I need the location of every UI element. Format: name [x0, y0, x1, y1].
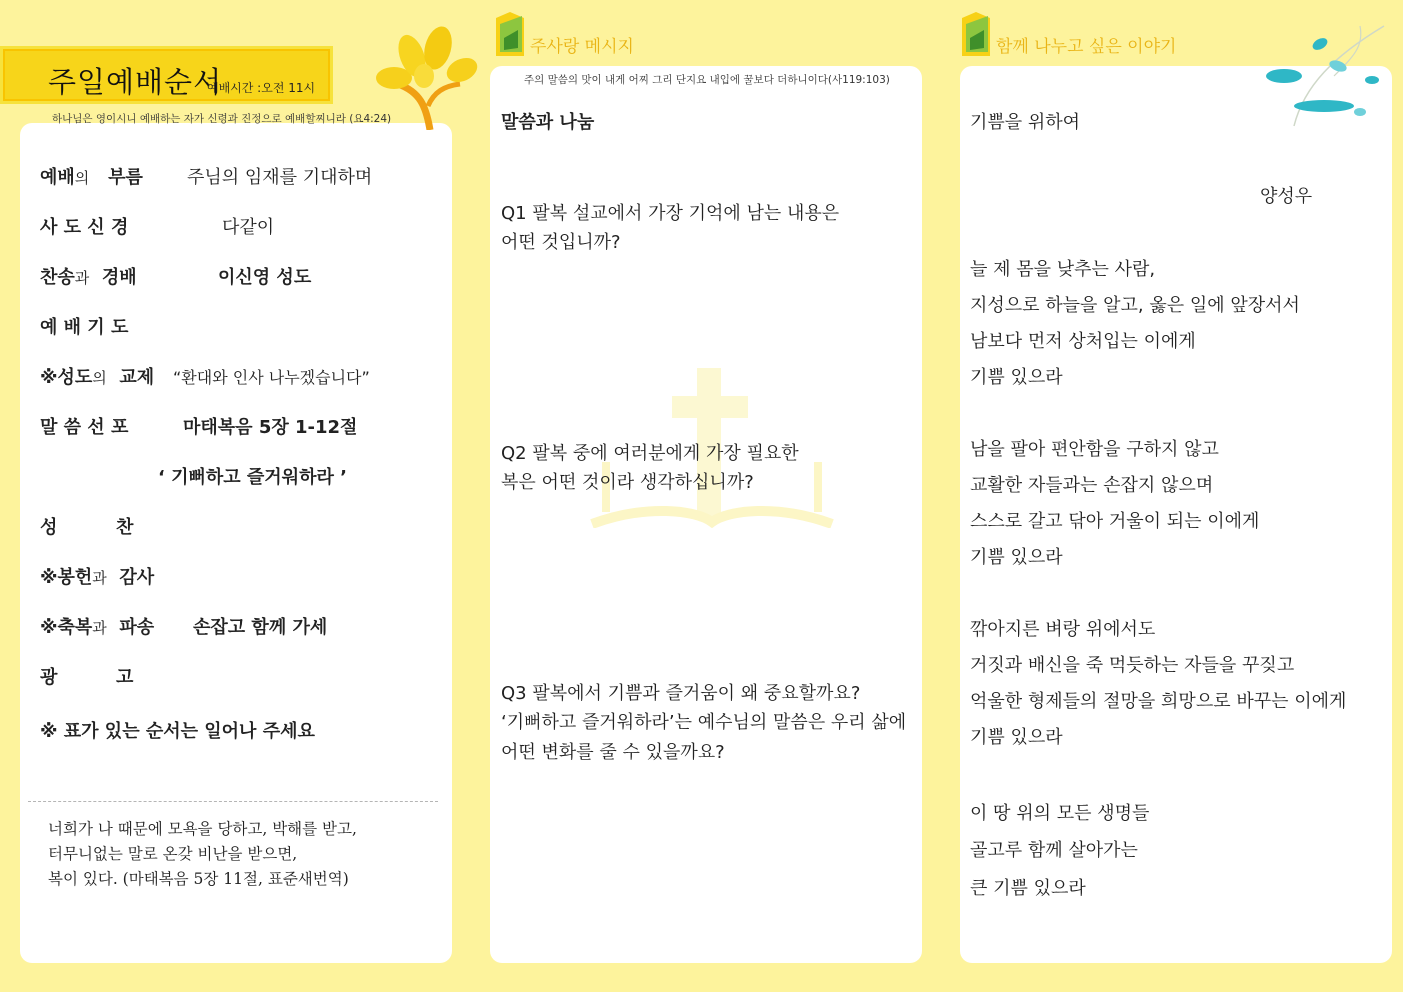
- book-logo-icon: [492, 12, 526, 58]
- poem-line: 남을 팔아 편안함을 구하지 않고: [970, 439, 1219, 460]
- question-3: Q3 팔복에서 기쁨과 즐거움이 왜 중요할까요?: [501, 683, 861, 704]
- question-1: Q1 팔복 설교에서 가장 기억에 남는 내용은: [501, 203, 840, 224]
- bottom-verse-line: 너희가 나 때문에 모욕을 당하고, 박해를 받고,: [48, 820, 357, 838]
- question-1-cont: 어떤 것입니까?: [501, 232, 621, 253]
- bottom-verse-line: 터무니없는 말로 온갖 비난을 받으면,: [48, 845, 298, 863]
- poem-line: 이 땅 위의 모든 생명들: [970, 803, 1150, 824]
- worship-verse: 하나님은 영이시니 예배하는 자가 신령과 진정으로 예배할찌니라 (요4:24): [52, 113, 392, 125]
- order-praise: 찬송과 경배 이신영 성도: [40, 267, 312, 288]
- order-apostles-creed: 사 도 신 경 다같이: [40, 217, 275, 238]
- order-call-to-worship: 예배의 부름 주님의 임재를 기대하며: [40, 167, 373, 188]
- poem-line: 억울한 형제들의 절망을 희망으로 바꾸는 이에게: [970, 691, 1347, 712]
- service-time: 예배시간 :오전 11시: [207, 81, 316, 95]
- message-header: 주사랑 메시지: [530, 37, 634, 57]
- standing-note: ※ 표가 있는 순서는 일어나 주세요: [40, 721, 315, 742]
- order-benediction: ※축복과 파송 손잡고 함께 가세: [40, 617, 328, 638]
- order-sermon: 말 씀 선 포 마태복음 5장 1-12절: [40, 417, 358, 438]
- poem-line: 기쁨 있으라: [970, 547, 1063, 568]
- story-header: 함께 나누고 싶은 이야기: [996, 37, 1177, 57]
- cross-watermark-bar: [672, 396, 748, 418]
- order-fellowship: ※성도의 교제 “환대와 인사 나누겠습니다”: [40, 367, 370, 388]
- sharing-title: 말씀과 나눔: [501, 112, 595, 133]
- order-announcements: 광 고: [40, 667, 134, 688]
- poem-line: 큰 기쁨 있으라: [970, 878, 1086, 899]
- poem-line: 남보다 먼저 상처입는 이에게: [970, 331, 1196, 352]
- order-prayer: 예 배 기 도: [40, 317, 129, 338]
- order-hymn: 성 찬: [40, 517, 134, 538]
- poem-line: 골고루 함께 살아가는: [970, 840, 1138, 861]
- poem-line: 교활한 자들과는 손잡지 않으며: [970, 475, 1214, 496]
- message-verse: 주의 말씀의 맛이 내게 어찌 그리 단지요 내입에 꿀보다 더하니이다(사119:103): [524, 74, 890, 86]
- question-3-cont: 어떤 변화를 줄 수 있을까요?: [501, 742, 725, 763]
- page-title: 주일예배순서: [48, 65, 223, 99]
- question-2: Q2 팔복 중에 여러분에게 가장 필요한: [501, 443, 799, 464]
- poem-line: 거짓과 배신을 죽 먹듯하는 자들을 꾸짖고: [970, 655, 1295, 676]
- poem-author: 양성우: [1260, 186, 1313, 207]
- question-2-cont: 복은 어떤 것이라 생각하십니까?: [501, 472, 754, 493]
- floral-ornament-icon: [1264, 16, 1396, 130]
- bottom-verse-line: 복이 있다. (마태복음 5장 11절, 표준새번역): [48, 870, 349, 888]
- poem-line: 기쁨 있으라: [970, 727, 1063, 748]
- poem-line: 늘 제 몸을 낮추는 사람,: [970, 259, 1156, 280]
- order-offering: ※봉헌과 감사: [40, 567, 155, 588]
- poem-line: 스스로 갈고 닦아 거울이 되는 이에게: [970, 511, 1260, 532]
- question-3-cont: ‘기뻐하고 즐거워하라’는 예수님의 말씀은 우리 삶에: [501, 712, 907, 733]
- book-logo-icon: [958, 12, 992, 58]
- poem-line: 지성으로 하늘을 알고, 옳은 일에 앞장서서: [970, 295, 1300, 316]
- poem-title: 기쁨을 위하여: [970, 112, 1081, 133]
- divider: [28, 801, 438, 802]
- poem-line: 기쁨 있으라: [970, 367, 1063, 388]
- poem-line: 깎아지른 벼랑 위에서도: [970, 619, 1156, 640]
